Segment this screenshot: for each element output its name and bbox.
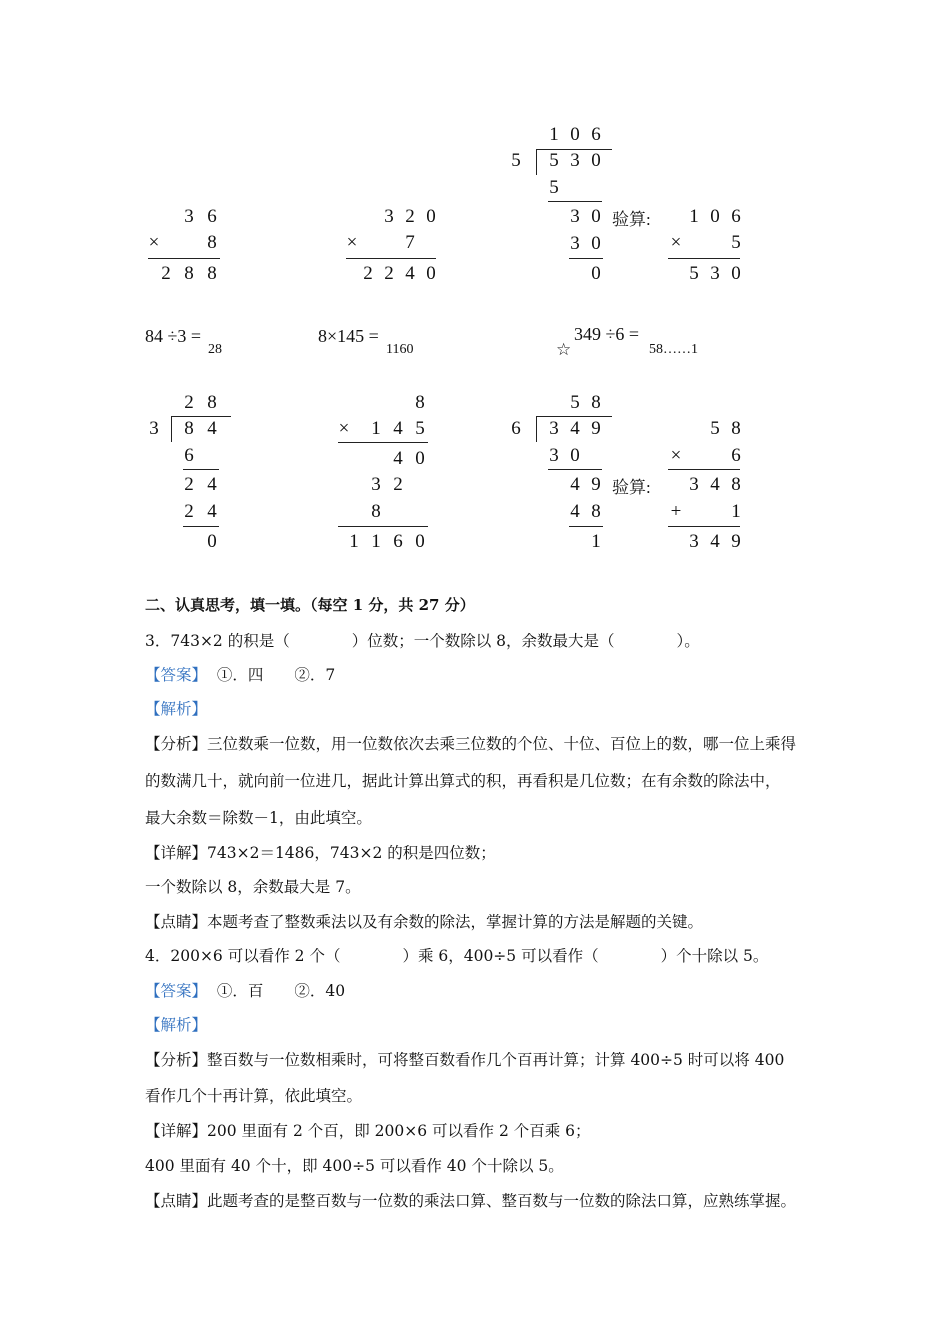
rule	[338, 442, 428, 443]
detail-line-1	[145, 843, 496, 863]
fenxi-text: 整百数与一位数相乘时，可将整百数看作几个百再计算；计算 400÷5 时可以将 400	[207, 1051, 785, 1069]
digit: 3	[184, 206, 194, 227]
rule	[338, 526, 428, 527]
xiangjie-text: 743×2＝1486，743×2 的积是四位数；	[207, 844, 496, 862]
verify-label: 验算:	[612, 210, 651, 229]
answer-line	[145, 981, 345, 1001]
star-icon: ☆	[556, 340, 572, 360]
analysis-label: 【解析】	[145, 700, 208, 718]
digit: 9	[591, 474, 601, 495]
comment-line	[145, 1191, 796, 1211]
digit: 2	[363, 263, 373, 284]
digit: 2	[393, 474, 403, 495]
verify-label: 验算:	[612, 478, 651, 497]
digit: 4	[570, 418, 580, 439]
equation-3: 349 ÷6 =	[574, 324, 640, 344]
comment-line	[145, 912, 703, 932]
digit: 1	[349, 531, 359, 552]
section-title: 二、认真思考，填一填。（每空 1 分，共 27 分）	[145, 596, 475, 614]
multiply-sign: ×	[670, 445, 682, 466]
division-bracket	[171, 416, 172, 442]
digit: 0	[591, 233, 601, 254]
rule	[183, 469, 219, 470]
digit: 1	[371, 531, 381, 552]
digit: 5	[549, 177, 559, 198]
rule	[548, 201, 602, 202]
digit: 2	[184, 501, 194, 522]
digit: 2	[184, 474, 194, 495]
division-bracket	[536, 416, 537, 442]
digit: 4	[393, 418, 403, 439]
digit: 3	[371, 474, 381, 495]
answer-value: ①．百 ②．40	[207, 982, 346, 1000]
answer-value: ①．四 ②．7	[207, 666, 336, 684]
digit: 8	[207, 263, 217, 284]
digit: 0	[426, 206, 436, 227]
digit: 2	[161, 263, 171, 284]
digit: 1	[689, 206, 699, 227]
digit: 1	[731, 501, 741, 522]
digit: 6	[731, 445, 741, 466]
analysis-line-2: 的数满几十，就向前一位进几，据此计算出算式的积，再看积是几位数；在有余数的除法中，	[145, 772, 781, 790]
dianjing-text: 此题考查的是整百数与一位数的乘法口算、整百数与一位数的除法口算，应熟练掌握。	[207, 1192, 797, 1210]
rule	[346, 258, 436, 259]
equation-2-answer: 1160	[386, 342, 414, 357]
digit: 4	[207, 501, 217, 522]
digit: 0	[731, 263, 741, 284]
digit: 8	[207, 232, 217, 253]
digit: 3	[570, 150, 580, 171]
digit: 4	[570, 501, 580, 522]
rule	[148, 258, 220, 259]
multiply-sign: ×	[670, 232, 682, 253]
digit: 4	[207, 474, 217, 495]
digit: 5	[549, 150, 559, 171]
equation-1: 84 ÷3 =	[145, 326, 202, 346]
digit: 0	[426, 263, 436, 284]
division-bar	[536, 416, 612, 417]
digit: 4	[570, 474, 580, 495]
digit: 3	[689, 474, 699, 495]
digit: 8	[731, 474, 741, 495]
plus-sign: +	[670, 501, 682, 522]
digit: 5	[570, 392, 580, 413]
digit: 9	[591, 418, 601, 439]
digit: 3	[384, 206, 394, 227]
digit: 2	[184, 392, 194, 413]
digit: 0	[591, 263, 601, 284]
detail-line-1	[145, 1121, 591, 1141]
digit: 2	[384, 263, 394, 284]
digit: 0	[570, 124, 580, 145]
dianjing-label: 【点睛】	[145, 913, 208, 931]
digit: 9	[731, 531, 741, 552]
dianjing-label: 【点睛】	[145, 1192, 208, 1210]
detail-line-2: 一个数除以 8，余数最大是 7。	[145, 878, 361, 896]
equation-3-answer: 58……1	[649, 342, 698, 357]
digit: 8	[731, 418, 741, 439]
analysis-label: 【解析】	[145, 1016, 208, 1034]
digit: 8	[184, 418, 194, 439]
digit: 4	[393, 448, 403, 469]
digit: 8	[415, 392, 425, 413]
digit: 3	[710, 263, 720, 284]
division-bar	[171, 416, 231, 417]
analysis-line-2: 看作几个十再计算，依此填空。	[145, 1087, 363, 1105]
analysis-line-1	[145, 1050, 784, 1070]
digit: 7	[405, 232, 415, 253]
digit: 1	[591, 531, 601, 552]
rule	[668, 469, 740, 470]
digit: 5	[731, 232, 741, 253]
divisor: 5	[511, 150, 521, 171]
xiangjie-text: 200 里面有 2 个百，即 200×6 可以看作 2 个百乘 6；	[207, 1122, 591, 1140]
digit: 0	[415, 448, 425, 469]
digit: 1	[371, 418, 381, 439]
digit: 5	[689, 263, 699, 284]
fenxi-label: 【分析】	[145, 1051, 208, 1069]
digit: 5	[415, 418, 425, 439]
answer-label: 【答案】	[145, 666, 208, 684]
digit: 4	[710, 474, 720, 495]
question-text: 4．200×6 可以看作 2 个（ ）乘 6，400÷5 可以看作（ ）个十除以 5。	[145, 947, 769, 965]
digit: 6	[591, 124, 601, 145]
detail-line-2: 400 里面有 40 个十，即 400÷5 可以看作 40 个十除以 5。	[145, 1157, 564, 1175]
digit: 4	[710, 531, 720, 552]
analysis-line-3: 最大余数＝除数－1，由此填空。	[145, 809, 372, 827]
digit: 2	[405, 206, 415, 227]
digit: 4	[405, 263, 415, 284]
digit: 3	[570, 206, 580, 227]
dianjing-text: 本题考查了整数乘法以及有余数的除法，掌握计算的方法是解题的关键。	[207, 913, 704, 931]
digit: 0	[591, 206, 601, 227]
answer-line	[145, 665, 335, 685]
digit: 6	[207, 206, 217, 227]
digit: 3	[549, 445, 559, 466]
rule	[668, 526, 740, 527]
equation-2: 8×145 =	[318, 326, 379, 346]
rule	[569, 258, 603, 259]
digit: 8	[184, 263, 194, 284]
divisor: 6	[511, 418, 521, 439]
digit: 8	[371, 501, 381, 522]
digit: 8	[207, 392, 217, 413]
digit: 6	[731, 206, 741, 227]
fenxi-text: 三位数乘一位数，用一位数依次去乘三位数的个位、十位、百位上的数，哪一位上乘得	[207, 735, 797, 753]
analysis-line-1	[145, 734, 796, 754]
digit: 8	[591, 392, 601, 413]
digit: 3	[549, 418, 559, 439]
equation-1-answer: 28	[208, 342, 222, 357]
xiangjie-label: 【详解】	[145, 844, 208, 862]
digit: 5	[710, 418, 720, 439]
digit: 0	[591, 150, 601, 171]
digit: 3	[570, 233, 580, 254]
multiply-sign: ×	[338, 418, 350, 439]
digit: 0	[570, 445, 580, 466]
multiply-sign: ×	[148, 232, 160, 253]
digit: 4	[207, 418, 217, 439]
digit: 0	[207, 531, 217, 552]
digit: 3	[689, 531, 699, 552]
digit: 6	[393, 531, 403, 552]
rule	[548, 469, 602, 470]
rule	[569, 526, 603, 527]
rule	[668, 258, 740, 259]
digit: 6	[184, 445, 194, 466]
divisor: 3	[149, 418, 159, 439]
xiangjie-label: 【详解】	[145, 1122, 208, 1140]
division-bracket	[536, 149, 537, 175]
rule	[183, 526, 219, 527]
question-text: 3．743×2 的积是（ ）位数；一个数除以 8，余数最大是（ ）。	[145, 632, 700, 650]
digit: 1	[549, 124, 559, 145]
digit: 0	[415, 531, 425, 552]
digit: 8	[591, 501, 601, 522]
multiply-sign: ×	[346, 232, 358, 253]
answer-label: 【答案】	[145, 982, 208, 1000]
digit: 0	[710, 206, 720, 227]
fenxi-label: 【分析】	[145, 735, 208, 753]
